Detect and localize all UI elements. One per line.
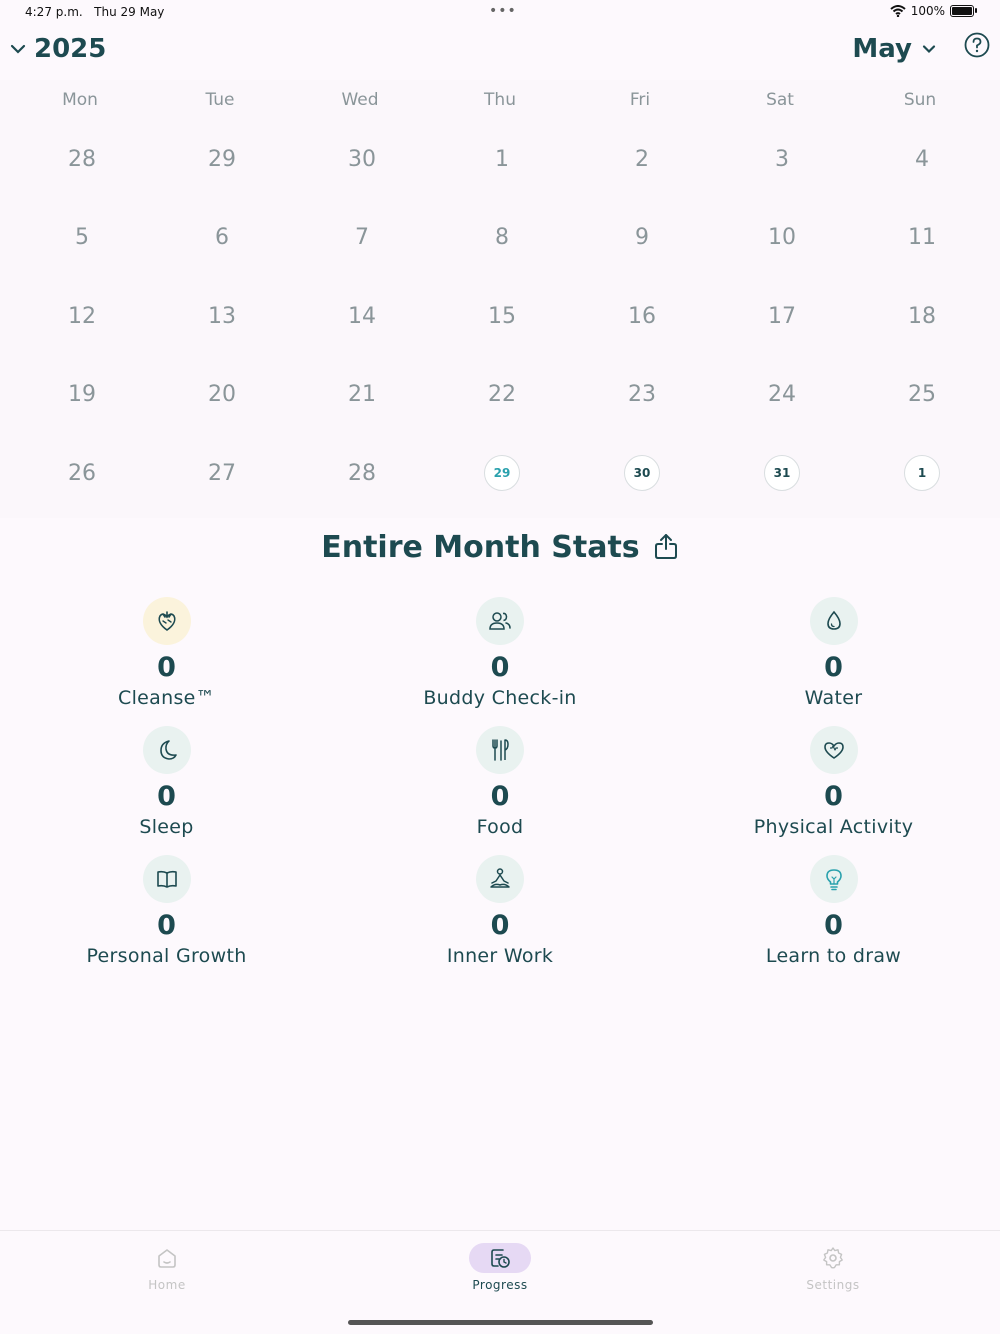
calendar-day-today[interactable] [432,434,572,513]
weekday-label: Thu [484,90,516,110]
status-bar [0,0,1000,24]
stat-label: Personal Growth [86,945,247,967]
help-icon [964,32,990,58]
stats-header [0,530,1000,565]
stat-inner-work[interactable] [333,855,667,984]
stat-label: Food [476,816,524,838]
calendar-day[interactable]: 24 [768,382,796,408]
tab-label: Progress [472,1278,528,1292]
calendar-day[interactable]: 1 [495,146,509,172]
calendar-day[interactable]: 2 [635,146,649,172]
tab-pill [136,1243,198,1273]
meditation-icon [476,855,524,903]
stat-value: 0 [157,910,176,941]
status-time: 4:27 p.m. Thu 29 May [25,5,165,19]
calendar-day[interactable]: 8 [495,225,509,251]
day-circle: 31 [764,455,800,491]
tab-label: Settings [806,1278,860,1292]
multitask-dots-icon[interactable]: ••• [489,3,517,19]
calendar-week [12,434,1000,513]
stat-food[interactable] [333,726,667,855]
calendar-week [12,199,1000,278]
chevron-down-icon [922,44,936,54]
stat-value: 0 [824,910,843,941]
chevron-down-icon [10,43,26,55]
calendar-day[interactable]: 18 [908,303,936,329]
stat-label: Cleanse™ [118,687,215,709]
stat-value: 0 [157,652,176,683]
tab-pill [802,1243,864,1273]
progress-icon [488,1246,512,1270]
book-icon [143,855,191,903]
stats-grid [0,597,1000,984]
stats-title: Entire Month Stats [321,530,640,565]
calendar-day[interactable]: 22 [488,382,516,408]
calendar-day[interactable]: 23 [628,382,656,408]
share-icon [653,532,679,560]
calendar-day[interactable]: 28 [348,460,376,486]
calendar-week [12,277,1000,356]
weekday-label: Fri [629,90,651,110]
stat-water[interactable] [667,597,1000,726]
calendar-day[interactable]: 21 [348,382,376,408]
share-button[interactable] [653,532,679,564]
day-circle: 1 [904,455,940,491]
calendar-day[interactable]: 17 [768,303,796,329]
stat-sleep[interactable] [0,726,333,855]
calendar-day[interactable]: 14 [348,303,376,329]
weekday-label: Mon [62,90,98,110]
calendar-day[interactable]: 12 [68,303,96,329]
stat-value: 0 [157,781,176,812]
calendar-day-future[interactable] [852,434,992,513]
home-indicator[interactable] [348,1320,653,1325]
battery-percent: 100% [910,4,945,18]
weeks [0,120,1000,513]
cleanse-icon [143,597,191,645]
water-drop-icon [810,597,858,645]
utensils-icon [476,726,524,774]
month-label: May [852,34,912,64]
calendar-day[interactable]: 29 [208,146,236,172]
wifi-icon [890,5,906,17]
tab-pill [469,1243,531,1273]
stat-label: Inner Work [446,945,554,967]
calendar-day[interactable]: 26 [68,460,96,486]
weekday-label: Wed [341,90,379,110]
stat-value: 0 [824,781,843,812]
tab-label: Home [148,1278,186,1292]
weekday-label: Tue [205,90,235,110]
weekday-label: Sun [903,90,937,110]
calendar-day[interactable]: 27 [208,460,236,486]
heart-icon [810,726,858,774]
lightbulb-icon [810,855,858,903]
calendar-grid [0,80,1000,518]
calendar-week [12,120,1000,199]
stat-label: Learn to draw [765,945,902,967]
home-icon [155,1246,179,1270]
status-date: Thu 29 May [94,5,165,19]
calendar-day[interactable]: 4 [915,146,929,172]
calendar-day[interactable]: 13 [208,303,236,329]
stat-value: 0 [490,652,510,683]
tab-progress[interactable] [440,1243,560,1292]
calendar-day[interactable]: 16 [628,303,656,329]
year-label: 2025 [34,34,107,64]
stat-label: Water [804,687,863,709]
stat-buddy-check-in[interactable] [333,597,667,726]
calendar-day[interactable]: 15 [488,303,516,329]
day-circle: 29 [484,455,520,491]
calendar-day[interactable]: 7 [355,225,369,251]
calendar-day-future[interactable] [712,434,852,513]
tab-home[interactable] [107,1243,227,1292]
stat-label: Buddy Check-in [423,687,577,709]
year-selector[interactable] [10,34,106,64]
tab-settings[interactable] [773,1243,893,1292]
stat-label: Physical Activity [753,816,914,838]
calendar-day[interactable]: 20 [208,382,236,408]
calendar-day[interactable]: 11 [908,225,936,251]
calendar-day[interactable]: 25 [908,382,936,408]
stat-value: 0 [490,781,510,812]
help-button[interactable] [964,32,990,62]
calendar-day[interactable]: 30 [348,146,376,172]
gear-icon [821,1246,845,1270]
calendar-day[interactable]: 28 [68,146,96,172]
status-indicators [890,4,974,18]
stat-personal-growth[interactable] [0,855,333,984]
stat-learn-to-draw[interactable] [667,855,1000,984]
tab-bar [0,1230,1000,1334]
moon-icon [143,726,191,774]
calendar-week [12,356,1000,435]
stat-value: 0 [490,910,510,941]
battery-icon [950,5,974,17]
calendar-day[interactable]: 9 [635,225,649,251]
stat-cleanse[interactable] [0,597,333,726]
stat-label: Sleep [139,816,194,838]
month-selector[interactable] [852,34,936,64]
calendar-header [0,28,1000,76]
buddy-icon [476,597,524,645]
calendar-day[interactable]: 10 [768,225,796,251]
stat-physical-activity[interactable] [667,726,1000,855]
calendar-day[interactable]: 5 [75,225,89,251]
weekday-label: Sat [766,90,794,110]
calendar-day[interactable]: 19 [68,382,96,408]
stat-value: 0 [824,652,843,683]
weekday-row [0,80,1000,120]
calendar-day[interactable]: 3 [775,146,789,172]
day-circle: 30 [624,455,660,491]
calendar-day[interactable]: 6 [215,225,229,251]
battery-fill [952,7,972,15]
calendar-day-future[interactable] [572,434,712,513]
